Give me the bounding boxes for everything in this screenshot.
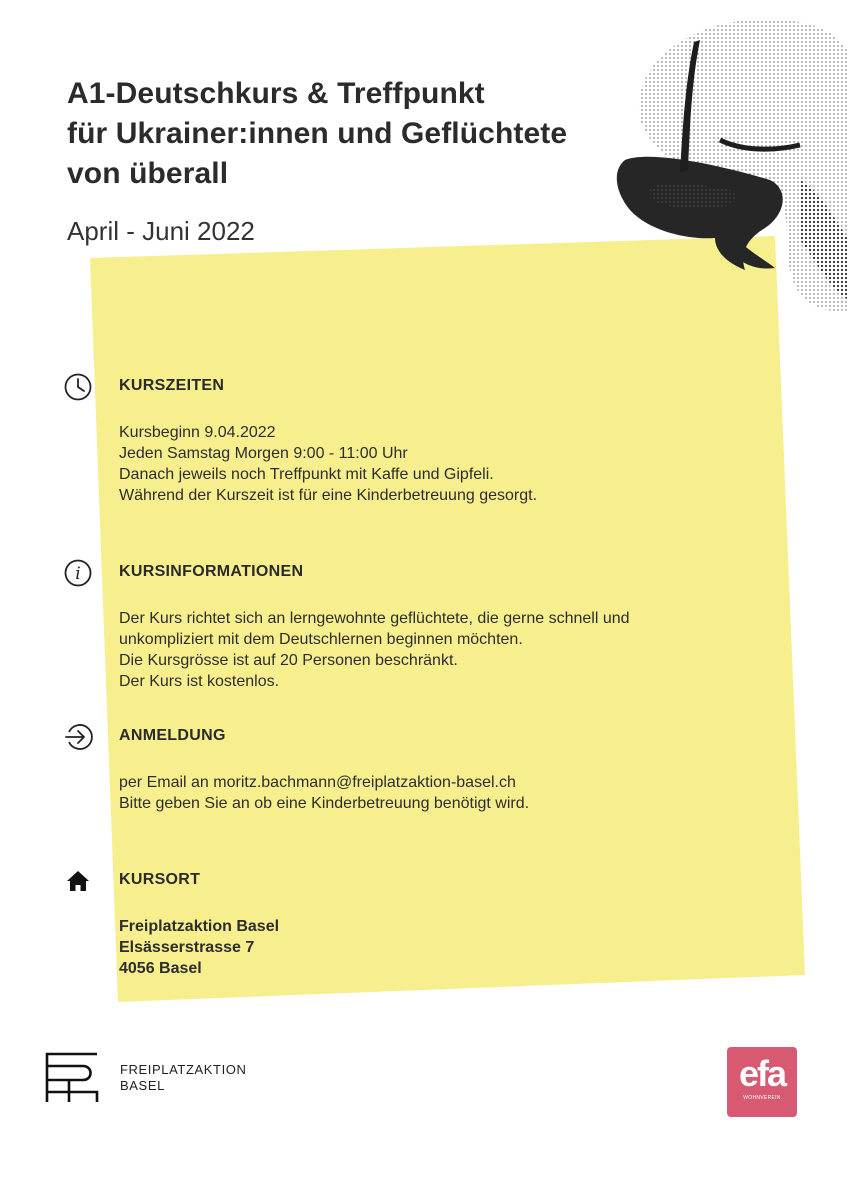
freiplatzaktion-logo (45, 1052, 99, 1104)
body-line: Kursbeginn 9.04.2022 (119, 424, 276, 441)
section-title: ANMELDUNG (119, 727, 226, 744)
email-line[interactable]: per Email an moritz.bachmann@freiplatzaktion-basel.ch (119, 774, 516, 791)
body-line: Danach jeweils noch Treffpunkt mit Kaffe und Gipfeli. (119, 466, 494, 483)
section-title: KURSZEITEN (119, 377, 225, 394)
info-icon (63, 558, 93, 588)
body-line: Der Kurs richtet sich an lerngewohnte geflüchtete, die gerne schnell und (119, 610, 630, 627)
title-line-2: für Ukrainer:innen und Geflüchtete (67, 117, 568, 150)
arrow-enter-icon (63, 722, 93, 752)
body-line: Jeden Samstag Morgen 9:00 - 11:00 Uhr (119, 445, 408, 462)
body-line: unkompliziert mit dem Deutschlernen beginnen möchten. (119, 631, 523, 648)
body-line: Während der Kurszeit ist für eine Kinderbetreuung gesorgt. (119, 487, 538, 504)
org-line: FREIPLATZAKTION (120, 1062, 247, 1077)
address-line: 4056 Basel (119, 960, 202, 977)
title-line-1: A1-Deutschkurs & Treffpunkt (67, 77, 485, 110)
body-line: Bitte geben Sie an ob eine Kinderbetreuung benötigt wird. (119, 795, 530, 812)
course-dates: April - Juni 2022 (67, 216, 255, 246)
efa-logo (727, 1047, 797, 1117)
house-icon (63, 866, 93, 896)
org-line: BASEL (120, 1078, 165, 1093)
section-title: KURSORT (119, 871, 201, 888)
page-title (67, 74, 567, 194)
section-body (119, 422, 759, 506)
efa-logo-subtext: WOHNVEREIN (743, 1095, 781, 1101)
section-title: KURSINFORMATIONEN (119, 563, 304, 580)
efa-logo-text: efa (738, 1053, 786, 1094)
section-body (119, 916, 759, 979)
section-body (119, 772, 759, 814)
address-line: Freiplatzaktion Basel (119, 918, 280, 935)
footer-org-name (120, 1062, 247, 1094)
address-line: Elsässerstrasse 7 (119, 939, 255, 956)
title-line-3: von überall (67, 157, 229, 190)
section-body (119, 608, 759, 692)
clock-icon (63, 372, 93, 402)
svg-text:i: i (75, 564, 81, 584)
body-line: Der Kurs ist kostenlos. (119, 673, 280, 690)
body-line: Die Kursgrösse ist auf 20 Personen beschränkt. (119, 652, 458, 669)
